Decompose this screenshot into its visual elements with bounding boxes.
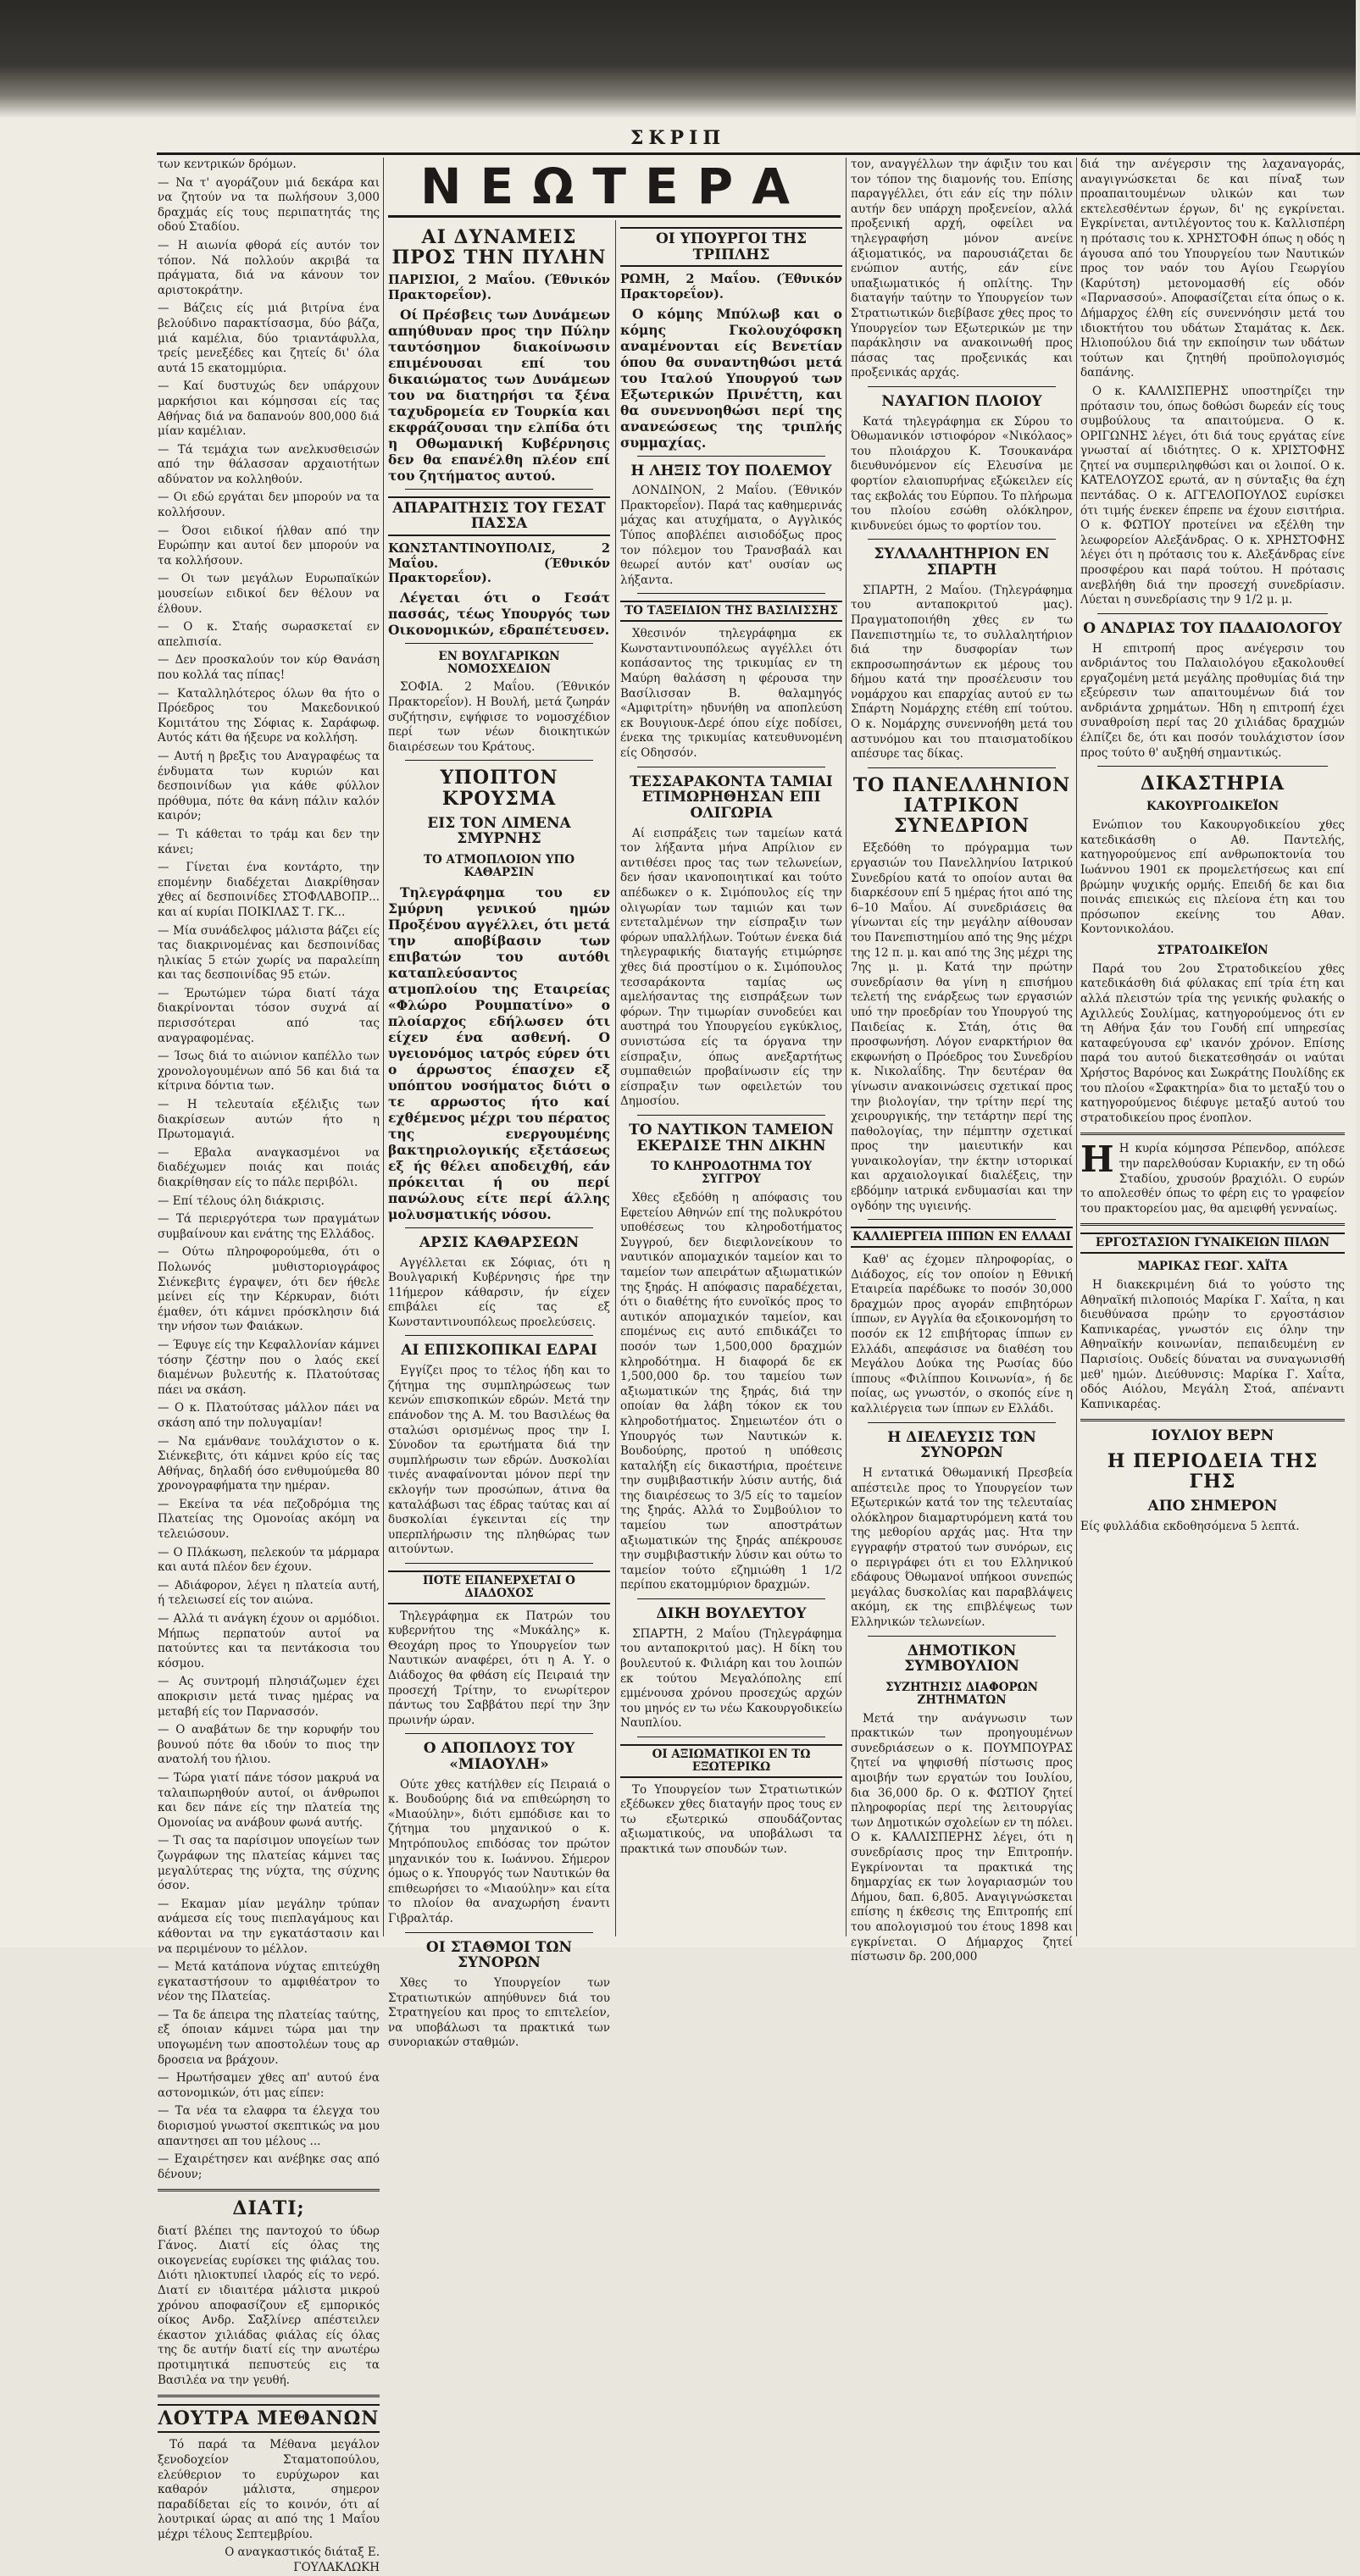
gossip-item: — Αυτή η βρεξις του Αναγραφέως τα ένδυματα των κυριών και δεσποινίδων για κάθε φύλλον πρόθυμα, πότε θα κάνη πάλιν καλόν καιρόν; [158, 749, 380, 823]
article-heading: ΤΟ ΝΑΥΤΙΚΟΝ ΤΑΜΕΙΟΝ ΕΚΕΡΔΙΣΕ ΤΗΝ ΔΙΚΗΝ [629, 1121, 834, 1155]
scan-top-edge [0, 0, 1356, 119]
article-heading: ΟΙ ΣΤΑΘΜΟΙ ΤΩΝ ΣΥΝΟΡΩΝ [425, 1938, 573, 1972]
article-text: Εξεδόθη το πρόγραμμα των εργασιών του Πανελληνίου Ιατρικού Συνεδρίου κατά το οποίον αυται θα διαρκέσουν επί 5 ημέρας ήτοι από της 6–10 Μαΐου. Αί συνεδριάσεις θα γίνωνται είς την μεγάλην αίθουσαν του Πανεπιστημίου από της 9ης μέχρι της 12 π. μ. και από της 3ης μέχρι της 7ης μ. μ. Κατά την πρώτην συνεδρίασιν θα γίνη η επισήμου τελετή της ενάρξεως των εργασιών υπό την προεδρίαν του Υπουργού της Παιδείας κ. Στάη, ότις θα προσφωνήση. Λόγον εναρκτήριον θα εκφωνήση ο Πρόεδρος του Συνεδρίου κ. Νικολαΐδης. Την δευτέραν θα γίνωσιν ανακοινώσεις σχετικαί προς την βιολογίαν, την τρίτην περί της χειρουργικής, την τετάρτην περί της παθολογίας, την πέμπτην σχετικαί προς την μαιευτικήν και γυναικολογίαν, την έκτην ιστορικαί και αρχαιολογικαί διαλέξεις, την εβδόμην ιατρικά ενδυμασίαι και την ογδόην της υγιεινής. [851, 841, 1073, 1213]
article-text: ΣΟΦΙΑ. 2 Μαΐου. (Έθνικόν Πρακτορεΐον). Η Βουλή, μετά ζωηράν συζήτησιν, εψήφισε το νομοσχέδιον περί των νέων διοικητικών διαιρέσεων του Κράτους. [388, 680, 610, 754]
gossip-item: — Επί τέλους όλη διάκρισις. [158, 1194, 325, 1208]
article-text: Κατά τηλεγράφημα εκ Σύρου το Όθωμανικόν ιστιοφόρον «Νικόλαος» του πλοιάρχου Κ. Τσουκανάρα διευθυνόμενον είς Ελευσίνα με φορτίον ελαιοπυρήνας εξώκειλεν είς τας εκβολάς του Εύρπου. Το πλήρωμα του πλοίου εσώθη ολόκληρον, κινδυνεύει όμως το φορτίον του. [851, 414, 1073, 533]
gossip-item: — Ο κ. Πλατούτσας μάλλον πάει να σκάση από την πολυγαμίαν! [158, 1401, 380, 1430]
divider [637, 1115, 825, 1116]
column-2 [388, 220, 610, 2050]
article-heading: ΑΙ ΕΠΙΣΚΟΠΙΚΑΙ ΕΔΡΑΙ [401, 1342, 597, 1360]
gossip-item: — Εκείνα τα νέα πεζοδρόμια της Πλατείας της Ομονοίας ακόμη να τελειώσουν. [158, 1497, 380, 1542]
divider [868, 767, 1056, 768]
gossip-item: — Τώρα γιατί πάνε τόσον μακρυά να ταλαιπωρηθούν αυτοί, οι άνθρωποι και δεν πάνε είς την πλατεία της Ομονοίας να ανάβουν φωνά αυτής. [158, 1770, 380, 1830]
divider [1080, 1223, 1345, 1226]
article-heading: ΑΡΣΙΣ ΚΑΘΑΡΣΕΩΝ [419, 1233, 580, 1251]
article-text: Η εντατικά Όθωμανική Πρεσβεία απέστειλε προς το Υπουργείον των Εξωτερικών κατά τον της τελευταίας ολόκληρον διαμαρτυρόμενη κατά του της μεθορίου αρχάς μας. Ήτα την εγγραφήν στρατού των συνόρων, εις ο περιγράφει ότι ει του Ελληνικού εδάφους Όθωμανοί υπήκοοι συνεπώς μεγάλας δυσκολίας και παραβλάψεις ακόμη, εκ της επιβλέψεως των Ελληνικών τελωνείων. [851, 1466, 1073, 1629]
dateline: ΡΩΜΗ, 2 Μαΐου. (Έθνικόν Πρακτορεΐον). [620, 272, 842, 302]
article-subheading: ΣΥΖΗΤΗΣΙΣ ΔΙΑΦΟΡΩΝ ΖΗΤΗΜΑΤΩΝ [885, 1680, 1038, 1707]
gossip-item: — Μετά κατάπονα νύχτας επιτεύχθη εγκαταστήσουν το αμφιθέατρον το νέον της Πλατείας. [158, 1960, 380, 2004]
article-heading: ΑΙ ΔΥΝΑΜΕΙΣ ΠΡΟΣ ΤΗΝ ΠΥΛΗΝ [391, 226, 607, 269]
divider [158, 2189, 380, 2191]
article-heading: ΣΥΛΛΑΛΗΤΗΡΙΟΝ ΕΝ ΣΠΑΡΤΗ [874, 546, 1050, 579]
gossip-item: — Ας συντρομή πλησιάζωμεν έχει αποκρισιν μετά τινας ημέρας να μεταβή είς τον Παρνασσόν. [158, 1675, 380, 1719]
gossip-item: — Έφυγε είς την Κεφαλλονίαν κάμνει τόσην ζέστην που ο λαός εκεί διαμένων βυλευτής κ. Πλατούτσας πάει να σκάση. [158, 1338, 380, 1397]
article-text: Αί εισπράξεις των ταμείων κατά τον λήξαντα μήνα Απρίλιον εν αντιθέσει προς τας των τελωνείων, δεν ήσαν ικανοποιητικαί και τούτο απέδωκεν ο κ. Σιμόπουλος είς την ολιγωρίαν των ταμιών και των εντεταλμένων την είσπραξιν των φόρων υπαλλήλων. Τούτων ένεκα διά τηλεγραφικής διαταγής ετιμώρησε χθες διά προστίμου ο κ. Σιμόπουλος τεσσαράκοντα ταμίας ως αμελήσαντας της εισπράξεων των φόρων. Την τιμωρίαν συνοδεύει και αυστηρά του Υπουργείου εγκύκλιος, συνιστώσα είς τα όργανα την είσπραξιν, όπως ανεξαρτήτως συμπαθειών προβαίνωσιν είς την είσπραξιν των οφειλετών του Δημοσίου. [620, 826, 842, 1109]
article-heading: ΚΑΛΛΙΕΡΓΕΙΑ ΙΠΠΩΝ ΕΝ ΕΛΛΑΔΙ [851, 1227, 1073, 1248]
article-subheading: ΕΙΣ ΤΟΝ ΛΙΜΕΝΑ ΣΜΥΡΝΗΣ [427, 814, 571, 848]
article-heading: Η ΛΗΞΙΣ ΤΟΥ ΠΟΛΕΜΟΥ [630, 462, 832, 479]
article-heading: ΝΑΥΑΓΙΟΝ ΠΛΟΙΟΥ [881, 392, 1042, 410]
article-heading: ΟΙ ΑΞΙΩΜΑΤΙΚΟΙ ΕΝ ΤΩ ΕΞΩΤΕΡΙΚΩ [620, 1744, 842, 1778]
gossip-item: — Εχαιρέτησεν και ανέβηκε σας από δένουν; [158, 2152, 380, 2181]
gossip-item: — Τα δε άπειρα της πλατείας ταύτης, εξ όποιαν κάμνει τώρα μαι την υπογωμένη των αποστολέων τους αρ δροσεια να βράχουν. [158, 2008, 380, 2067]
divider [637, 456, 825, 457]
article-heading: ΔΙΚΗ ΒΟΥΛΕΥΤΟΥ [656, 1605, 807, 1623]
article-heading: Ο ΑΝΔΡΙΑΣ ΤΟΥ ΠΑΔΑΙΟΛΟΓΟΥ [1083, 619, 1342, 637]
gossip-item: — Ο αναβάτων δε την κορυφήν του βουνού πότε θα ιδούν το πιος την ανατολή του ήλιου. [158, 1723, 380, 1767]
article-text: ΛΟΝΔΙΝΟΝ, 2 Μαΐου. (Έθνικόν Πρακτορεΐον). Παρά τας καθημερινάς μάχας και ατυχήματα, ο Αγγλικός Τύπος αποβλέπει αισιοδόξως προς τον πόλεμον του Τρανσβαάλ και θεωρεί αυτόν κατ' ουσίαν ως λήξαντα. [620, 484, 842, 587]
running-head: ΣΚΡΙΠ [630, 127, 726, 149]
gossip-item: — Εβαλα αναγκασμένοι να διαδέχωμεν ποιάς και ποιάς διακρίθησαν είς το πάλε περιβόλι. [158, 1145, 380, 1189]
article-heading: ΤΟ ΤΑΞΕΙΔΙΟΝ ΤΗΣ ΒΑΣΙΛΙΣΣΗΣ [620, 601, 842, 622]
column-4 [851, 158, 1073, 1964]
article-text: Ο κ. ΚΑΛΛΙΣΠΕΡΗΣ υποστηρίζει την πρότασιν του, όπως δοθώσι δωρεάν είς τους συμβούλους τα απαιτούμενα. Ο κ. ΟΡΙΓΩΝΗΣ λέγει, ότι διά τους εργάτας είνε γνωσταί αί ιδιότητες. Ο κ. ΧΡΙΣΤΟΦΗΣ ζητεί να συμπεριληφθώσι και οι λοιποί. Ο κ. ΚΑΤΕΛΟΥΖΟΣ ερωτά, αν η σύνταξις θα έχη πεντάδας. Ο κ. ΑΓΓΕΛΟΠΟΥΛΟΣ ευρίσκει ότι τιμής ένεκεν έπρεπε να έχουν εισιτήρια. Ο κ. ΦΩΤΙΟΥ προτείνει να εξέλθη την λεωφορείον Αλεξάνδρας. Ο κ. ΧΡΗΣΤΟΦΗΣ λέγει ότι η πρότασις του κ. Αλεξάνδρας είνε προσφέρου και παρά τούτου. Η πρότασις ανεβλήθη διά την προσεχή συνεδρίασιν. Λύεται η συνεδρίασις την 9 1/2 μ. μ. [1080, 384, 1345, 607]
notice-body: Η κυρία κόμησσα Ρέπενδορ, απόλεσε την παρελθούσαν Κυριακήν, εν τη οδώ Σταδίου, χρυσούν βραχιόλι. Ο ευρών το απολεσθέν όπως το φέρη εις το γραφείον του πρακτορείου μας, θα αμειφθή γενναίως. [1080, 1142, 1345, 1216]
article-subheading: ΣΤΡΑΤΟΔΙΚΕΪ́ΟΝ [1157, 944, 1268, 958]
column-rule [846, 158, 847, 1936]
divider [405, 1227, 593, 1228]
article-text: Καθ' ας έχομεν πληροφορίας, ο Διάδοχος, είς τον οποίον η Εθνική Εταιρεία παρέδωκε το ποσόν 30,000 δραχμών προς αγοράν επιβητόρων ίππων, εν Αγγλία θα εξοικονομήση το ποσόν εκ 12 επιβήτορας ίππων εν Ελλάδι, απεφάσισε να διαθέση του Μεγάλου Δούκα της Ρωσίας δύο ίππους «Φιλίππου Κοινωνία», ή δε ποίας, ως γνωστόν, ο σκοπός είνε η καλλιέργεια των ίππων εν Ελλάδι. [851, 1253, 1073, 1416]
gossip-item: — Ούτω πληροφορούμεθα, ότι ο Πολωνός μυθιστοριογράφος Σιένκεβιτς έγραψεν, ότι δεν ήθελε μείνει είς την Κέρκυραν, διότι έμαθεν, ότι κάμνει πρόσκλησιν διά την νήσον των Φαιάκων. [158, 1245, 380, 1334]
article-heading: ΤΟ ΠΑΝΕΛΛΗΝΙΟΝ ΙΑΤΡΙΚΟΝ ΣΥΝΕΔΡΙΟΝ [852, 773, 1071, 838]
divider [405, 489, 593, 490]
article-text: Το Υπουργείον των Στρατιωτικών εξέδωκεν χθες διαταγήν προς τους εν τω εξωτερικώ σπουδάζοντας αξιωματικούς, να υποβάλωσι τα πρακτικά των σπουδών των. [620, 1782, 842, 1856]
article-text: ΣΠΑΡΤΗ, 2 Μαΐου. (Τηλεγράφημα του ανταποκριτού μας). Πραγματοποιήθη χθες εν τω Πανεπιστημίω τε, το συλλαλητήριον διά την δυσφορίαν των εκπροσωπησάντων εκ μέρους του δήμου κατά την προσέλευσιν του νομάρχου και επαρχίας αυτού εν τω Σπάρτη Νομάρχης ετέθη επί τούτου. Ο κ. Νομάρχης συνεννοήθη μετά του αστυνόμου και του πταισματοδίκου απέσυρε τας δίκας. [851, 583, 1073, 762]
divider [868, 1636, 1056, 1637]
article-heading: Η ΔΙΕΛΕΥΣΙΣ ΤΩΝ ΣΥΝΟΡΩΝ [887, 1428, 1036, 1462]
divider [1080, 1133, 1345, 1135]
article-heading: ΔΙΚΑΣΤΗΡΙΑ [1140, 773, 1285, 795]
divider [868, 1219, 1056, 1220]
divider [1097, 766, 1328, 767]
gossip-item: — Να τ' αγοράζουν μιά δεκάρα και να ζητούν να τα πωλήσουν 3,000 δραχμάς είς τους περιπατητάς της οδού Σταδίου. [158, 175, 380, 235]
article-heading: ΤΕΣΣΑΡΑΚΟΝΤΑ ΤΑΜΙΑΙ ΕΤΙΜΩΡΗΘΗΣΑΝ ΕΠΙ ΟΛΙΓΩΡΙΑ [630, 773, 833, 822]
article-text: Χθεσινόν τηλεγράφημα εκ Κωνσταντινουπόλεως αγγέλλει ότι κοπάσαντος της τρικυμίας εν τη Μαύρη θαλάσση η φέρουσα την Βασίλισσαν Β. θαλαμηγός «Αμφιτρίτη» ηδυνήθη να αποπλεύση εκ Βουγιουκ-Δερέ όπου είχε ποδίσει, ένεκα της τρικυμίας κατευθυνομένη είς Οδησσόν. [620, 627, 842, 760]
serial-text: Είς φυλλάδια εκδοθησόμενα 5 λεπτά. [1080, 1520, 1300, 1534]
gossip-item: — Γίνεται ένα κοντάρτο, την επομένην διαδέχεται Διακρίθησαν χθες αί δεσποινίδες ΣΤΟΦΛΑΒΟΠΡ... και αί κυρίαι ΠΟΙΚΙΛΑΣ Τ. ΓΚ... [158, 861, 380, 919]
column-rule [615, 220, 616, 1936]
divider [405, 643, 593, 644]
divider [868, 539, 1056, 540]
ad-heading: ΔΙΑΤΙ; [232, 2197, 305, 2220]
gossip-item: — Να εμάνθανε τουλάχιστον ο κ. Σιένκεβιτς, ότι κάμνει κρύο είς τας Αθήνας, δηλαδή όσο ενθυμούμεθα 80 χρονογραφήματα την ημέραν. [158, 1434, 380, 1493]
ad-heading: ΕΡΓΟΣΤΑΣΙΟΝ ΓΥΝΑΙΚΕΙΩΝ ΠΙΛΩΝ [1080, 1233, 1345, 1254]
gossip-item: — Ο Πλάκωση, πελεκούν τα μάρμαρα και αυτά πλέον δεν έχουν. [158, 1545, 380, 1575]
article-heading: ΕΝ ΒΟΥΛΓΑΡΙΚΩΝ ΝΟΜΟΣΧΕΔΙΟΝ [438, 649, 560, 676]
gossip-item: — Τά περιεργότερα των πραγμάτων συμβαίνουν και ενάτης της Ελλάδος. [158, 1212, 380, 1241]
gossip-item: — Τι σας τα παρίσιμον υπογείων των ζωγράφων της πλατείας κάμνει τας μεγαλύτερας της νύχτα, της σύχνης όσον. [158, 1834, 380, 1893]
column-5 [1080, 158, 1345, 1936]
divider [405, 760, 593, 761]
article-text: Χθες το Υπουργείον των Στρατιωτικών απηύθυνεν διά του Στρατηγείου και προς το επιτελείον, να υποβάλωσι τα πρακτικά των συνοριακών σταθμών. [388, 1976, 610, 2050]
dateline: ΠΑΡΙΣΙΟΙ, 2 Μαΐου. (Έθνικόν Πρακτορεΐον). [388, 273, 610, 302]
article-text: τον, αναγγέλλων την άφιξιν του και τον τόπον της διαμονής του. Επίσης παραγγέλλει, ότι εάν είς την πόλιν αυτήν δεν υπάρχη προξενείον, αλλά προξενική αρχή, οφείλει να τηλεγραφήση μόνον ανείνε άξιοματικός, να παρουσιάζεται δε ενώπιον αυτής, εάν είνε υπαξιωματικός ή οπλίτης. Την διαταγήν ταύτην το Υπουργείον των Στρατιωτικών διεβίβασε χθες προς το Υπουργείον των Εξωτερικών με την παράκλησιν να ανακοινωθή προς πάσας τας προξενικάς και προξενικάς αρχάς. [851, 158, 1073, 380]
ad-subheading: ΜΑΡΙΚΑΣ ΓΕΩΓ. ΧΑΪΤΑ [1137, 1260, 1288, 1274]
article-text: διά την ανέγερσιν της λαχαναγοράς, αναγιγνώσκεται δε και πίναξ των προαπαιτουμένων υλικών και των εκτελεσθέντων έργων, δι' ης εγκρίνεται. Εγκρίνεται, αντιλέγοντος του κ. Καλλισπέρη η πρότασις του κ. ΧΡΗΣΤΟΦΗ όπως η οδός η άγουσα από του Υπουργείου των Ναυτικών προς τον ναόν του Αγίου Γεωργίου (Καρύτση) μετονομασθή είς οδόν «Παρνασσού». Αποφασίζεται είτα όπως ο κ. Δήμαρχος έλθη είς συνεννόησιν μετά του ιδιοκτήτου του υδάτων Σταμάτας κ. Δεκ. Ηλιοπούλου διά την εκποίησιν των υδάτων τούτων και ζητηθή προϋπολογισμός δαπάνης. [1080, 158, 1345, 380]
article-heading: ΟΙ ΥΠΟΥΡΓΟΙ ΤΗΣ ΤΡΙΠΛΗΣ [620, 227, 842, 267]
divider [637, 593, 825, 594]
gossip-item: — Έρωτώμεν τώρα διατί τάχα διακρίνονται τόσον συχνά αί περισσότεραι από τας αναγραφομένας. [158, 986, 380, 1045]
gossip-item: — Δεν προσκαλούν τον κύρ Θανάση που κολλά τας πίπας! [158, 653, 380, 682]
dateline: ΚΩΝΣΤΑΝΤΙΝΟΥΠΟΛΙΣ, 2 Μαΐου. (Έθνικόν Πρακτορεΐον). [388, 540, 610, 586]
top-rule [157, 152, 1360, 155]
serial-start: ΑΠΟ ΣΗΜΕΡΟΝ [1147, 1498, 1278, 1515]
article-subheading: ΤΟ ΚΛΗΡΟΔΟΤΗΜΑ ΤΟΥ ΣΥΓΓΡΟΥ [651, 1160, 812, 1187]
lower-heading: ΛΟΥΤΡΑ ΜΕΘΑΝΩΝ [158, 2404, 380, 2433]
gossip-item: — Ίσως διά το αιώνιον καπέλλο των χρονολογουμένων από 56 και διά τα κίτρινα δόντια των. [158, 1050, 380, 1094]
divider [405, 1932, 593, 1933]
divider [405, 1563, 593, 1564]
article-text: Η επιτροπή προς ανέγερσιν του ανδριάντος του Παλαιολόγου εξακολουθεί εργαζομένη μετά μεγάλης προθυμίας διά την εξεύρεσιν των απαιτουμένων διά τον ανδριάντα χρημάτων. Ήδη η επιτροπή έχει συναθροίση περί τας 20 χιλιάδας δραχμών έλπίζει δε, ότι και ποσόν τουλάχιστον ίσον προς τούτο θ' αυξηθή σημαντικώς. [1080, 641, 1345, 760]
article-text: Τηλεγράφημα του εν Σμύρνη γενικού ημών Προξένου αγγέλλει, ότι μετά την αποβίβασιν των επιβατών του αυτόθι καταπλεύσαντος ατμοπλοίου της Εταιρείας «Φλώρο Ρουμπατίνο» ο πλοίαρχος εδήλωσεν ότι είχεν ένα ασθενή. Ο υγειονόμος ιατρός εύρεν ότι ο άρρωστος έπασχεν εξ υπόπτου νοσήματος διότι ο τε αρρωστος ήτο καί εχθέμενος μέχρι του πέρατος της ενεργουμένης βακτηριολογικής εξετάσεως εξ ής θέλει αποδειχθή, εάν πρόκειται ή ου περί πανώλους είτε περί άλλης μολυσματικής νόσου. [388, 884, 610, 1222]
column-rule [383, 158, 384, 1936]
divider [868, 386, 1056, 387]
column-3 [620, 220, 842, 1936]
gossip-item: — Η τελευταία εξέλιξις των διακρίσεων αυτών ήτο η Πρωτομαγιά. [158, 1098, 380, 1142]
article-text: Μετά την ανάγνωσιν των πρακτικών των προηγουμένων συνεδριάσεων ο κ. ΠΟΥΜΠΟΥΡΑΣ ζητεί να ψηφισθή πίστωσις προς αμοιβήν των εργατών του Ιουλίου, δια 36,000 δρ. Ο κ. ΦΩΤΙΟΥ ζητεί πληροφορίας περί της λειτουργίας των Δημοτικών σχολείων εν τη πόλει. Ο κ. ΚΑΛΛΙΣΠΕΡΗΣ λέγει, ότι η συνεδρίασις προς την Επιτροπήν. Εγκρίνονται τα πρακτικά της δημαρχίας εκ των λογαριασμών του Δήμου, δαπ. 6,805. Αναγιγνώσκεται επίσης η έκθεσις της Επιτροπής επί του απολογισμού του έτους 1898 και εγκρίνεται. Ο Δήμαρχος ζητεί πίστωσιν δρ. 200,000 [851, 1711, 1073, 1964]
article-heading: ΑΠΑΡΑΙΤΗΣΙΣ ΤΟΥ ΓΕΣΑΤ ΠΑΣΣΑ [388, 496, 610, 536]
divider [637, 1598, 825, 1599]
divider [868, 1422, 1056, 1423]
article-subheading: ΚΑΚΟΥΡΓΟΔΙΚΕΪ́ΟΝ [1146, 800, 1280, 814]
gossip-item: — Η αιωνία φθορά είς αυτόν τον τόπον. Νά πολλούν ακριβά τα πράγματα, διά να κάνουν τον αριστοκράτην. [158, 238, 380, 297]
gossip-item: — Αδιάφορον, λέγει η πλατεία αυτή, ή τελειωσεί είς τον αιώνα. [158, 1578, 380, 1608]
divider [158, 2395, 380, 2397]
article-text: Αγγέλλεται εκ Σόφιας, ότι η Βουλγαρική Κυβέρνησις ήρε την 11ήμερον κάθαρσιν, ήν είχεν επιβάλει είς τας εξ Κωνσταντινουπόλεως προελεύσεις. [388, 1255, 610, 1329]
gossip-item: των κεντρικών δρόμων. [158, 158, 297, 171]
article-text: ΣΠΑΡΤΗ, 2 Μαΐου (Τηλεγράφημα του ανταποκριτού μας). Η δίκη του βουλευτού κ. Φιλιάρη και του λοιπών εκ τούτου Μεγαλόπολης επί εμμένουσα χρόνου προσεχώς αρχών του μηνός εν τω νέω Κακουργοδικείω Ναυπλίου. [620, 1626, 842, 1731]
lower-text: Τό παρά τα Μέθανα μεγάλον ξενοδοχείον Σταματοπούλου, ελεύθεριον το ευρύχωρον και καθαρόν μάλιστα, σημερον παραδίδεται είς το κοινόν, ότι αί λουτρικαί ώρας αι από της 1 Μαΐου μέχρι τέλους Σεπτεμβρίου. [158, 2438, 380, 2541]
serial-title: Η ΠΕΡΙΟΔΕΙΑ ΤΗΣ ΓΗΣ [1107, 1450, 1318, 1493]
article-heading: ΔΗΜΟΤΙΚΟΝ ΣΥΜΒΟΥΛΙΟΝ [904, 1642, 1019, 1676]
article-text: Χθες εξεδόθη η απόφασις του Εφετείου Αθηνών επί της πολυκρότου υποθέσεως του κληροδοτήματος Συγγρού, δεν διεφιλονείκουν το ναυτικόν απομαχικόν ταμείον και το ταμείον των απειράτων αξιωματικών της ξηράς. Η απόφασις παραδέχεται, ότι ο διαθέτης ήτο ευνοϊκός προς το αυτικόν απομαχικόν ταμείον, και επομένως εις αυτό επιδικάζει το ποσόν των 1,500,000 δραχμών κληροδότημα. Η διαφορά δε εκ 1,500,000 δρ. του ταμείου των αξιωματικών της ξηράς, διά την οποίαν θα λάβη τόκον εκ του κληροδοτήματος. Σημειωτέον ότι ο Υπουργός των Ναυτικών κ. Βουδούρης, προτού η υπόθεσις καταλήξη είς δικαστήρια, προέτεινε την συμβιβαστικήν λύσιν αυτής, διά της διαιρέσεως το 3/5 είς το ταμείον της ξηράς. Αλλά το Συμβούλιον το ταμείου των αποστράτων αξιωματικών της ξηράς απέκρουσε την συμβιβαστικήν λύσιν και ούτω το ταμείον τούτο εζημιώθη 1 1/2 περίπου εκατομμύριον δραχμών. [620, 1191, 842, 1593]
article-subheading: ΤΟ ΑΤΜΟΠΛΟΙΟΝ ΥΠΟ ΚΑΘΑΡΣΙΝ [424, 853, 575, 879]
gossip-item: — Ηρωτήσαμεν χθες απ' αυτού ένα αστονομικών, ότι μας είπεν: [158, 2071, 380, 2100]
article-heading: ΥΠΟΠΤΟΝ ΚΡΟΥΣΜΑ [440, 767, 558, 810]
gossip-item: — Εκαμαν μίαν μεγάλην τρύπαν ανάμεσα είς τους πιεπλαγάμους και κάθονται να την εγκατάστασιν και να περιμένουν το μέλλον. [158, 1897, 380, 1956]
article-text: Ο κόμης Μπύλωβ και ο κόμης Γκολουχόφσκη αναμένονται είς Βενετίαν όπου θα συναντηθώσι μετά του Ιταλού Υπουργού των Εξωτερικών Πρινέττη, και θα συνεννοηθώσι περί της ανανεώσεως της τριπλής συμμαχίας. [620, 305, 842, 451]
gossip-item: — Τι κάθεται το τράμ και δεν την κάνει; [158, 827, 380, 856]
gossip-item: — Τα νέα τα ελαφρα τα έλεγχα του διορισμού γνωστοί σκεπτικώς να μου απαντησει απ του μέλους ... [158, 2104, 380, 2148]
article-heading: Ο ΑΠΟΠΛΟΥΣ ΤΟΥ «ΜΙΑΟΥΛΗ» [423, 1740, 575, 1773]
gossip-item: — Μία συνάδελφος μάλιστα βάζει είς τας διακρινομένας και δεσποινίδας ηλικίας 5 ετών χωρίς να παραλείπη και τας δεσποινίδας 95 ετών. [158, 923, 380, 983]
gossip-item: — Ο κ. Σταής σωρασκεταί εν απελπισία. [158, 620, 380, 649]
gossip-item: — Αλλά τι ανάγκη έχουν οι αρμόδιοι. Μήπως περπατούν αυτοί να πατούντες και τα πεντάκοσια του κόσμου. [158, 1612, 380, 1670]
article-heading: ΠΟΤΕ ΕΠΑΝΕΡΧΕΤΑΙ Ο ΔΙΑΔΟΧΟΣ [388, 1571, 610, 1604]
gossip-item: — Οι εδώ εργάται δεν μπορούν να τα κολλήσουν. [158, 490, 380, 520]
article-text: Οί Πρέσβεις των Δυνάμεων απηύθυναν προς την Πύλην ταυτόσημον διακοίνωσιν επιμένουσαι επί του δικαιώματος των Δυνάμεων του να διατηρήσι τα ξένα ταχυδρομεία εν Τουρκία και εκφράζουσαι την ελπίδα ότι η Οθωμανική Κυβέρνησις δεν θα επανέλθη πλέον επί του ζητήματος αυτού. [388, 306, 610, 484]
gossip-item: — Οι των μεγάλων Ευρωπαϊκών μουσείων ειδικοί δεν θέλουν να έλθουν. [158, 572, 380, 616]
gossip-item: — Όσοι ειδικοί ήλθαν από την Ευρώπην και αυτοί δεν μπορούν να τα κολλήσουν. [158, 524, 380, 568]
article-text: Παρά του 2ου Στρατοδικείου χθες κατεδικάσθη διά φύλακας επί τρία έτη και αλλά πλειστών τρία της γενικής φυλακής ο Αχιλλεύς Σουλίμας, κατηγορούμενος ότι εν τη Αθήνα ξάν του Γουδή επί υπηρεσίας καταφεύγουσα εφ' ικανόν χρόνον. Επίσης παρά του αυτού διεκατεσθησάν οι ναύται Χρήστος Βαρόνος και Σωκράτης Πουλίδης εκ του πλοίου «Σφακτηρία» δια το μεταξύ του ο κατηγορούμενος διέφυγε μεταξύ αυτού του στρατοδικείου προς ένοπλον. [1080, 961, 1345, 1125]
article-text: Ούτε χθες κατήλθεν είς Πειραιά ο κ. Βουδούρης διά να επιθεώρηση το «Μιαούλην», διότι εμπόδισε και το ζήτημα του μηχανικού ο κ. Μητρόπουλος επιδόσας τον πρώτον μηχανικόν του κ. Ιωάννου. Σήμερον όμως ο κ. Υπουργός των Ναυτικών θα επιθεωρήσει το «Μιαούλην» και είτα το πλοίον θα αναχωρήση έναντι Γιβραλτάρ. [388, 1777, 610, 1926]
notice-text [1080, 1138, 1345, 1216]
divider [1097, 613, 1328, 614]
divider [405, 1733, 593, 1734]
divider [1080, 1419, 1345, 1421]
column-rule [1076, 158, 1077, 1936]
ad-text: διατί βλέπει της παντοχού το ύδωρ Γάνος. Διατί είς όλας της οικογενείας ευρίσκει της φιάλας του. Διότι ηλιοκτυπεί ιλαρός είς το νερό. Διατί εν ιδιαιτέρα μάλιστα μικρού χρόνου αποφασίζουν εξ εμπορικός οίκος Ανδρ. Σαξλίνερ απέστειλεν έκαστον χιλιάδας φιάλας είς όλας της δε αυτήν διατί είς την ανωτέρω προτιμητικά πεπυστεύς εις τα Βασιλέα να την γευθή. [158, 2224, 380, 2387]
gossip-item: — Βάζεις είς μιά βιτρίνα ένα βελούδινο παρακτίσασμα, δύο βάζα, μιά καμέλια, δύο τριαντάφυλλα, τρείς μενεξέδες και ζητείς δι' όλα αυτά 15 εκατομμύρια. [158, 302, 380, 375]
masthead: ΝΕΩΤΕΡΑ [388, 158, 841, 218]
article-text: Λέγεται ότι ο Γεσάτ πασσάς, τέως Υπουργός των Οικονομικών, εδραπέτευσεν. [388, 589, 610, 638]
gossip-item: — Καί δυστυχώς δεν υπάρχουν μαρκήσιοι και κόμησσαι είς τας Αθήνας διά να δαπανούν 800,000 διά μίαν καμέλιαν. [158, 379, 380, 439]
column-1 [158, 158, 380, 2575]
ad-text: Η διακεκριμένη διά το γούστο της Αθηναϊκή πιλοποιός Μαρίκα Γ. Χαΐτα, η και διευθύνασα πρώην το εργοστάσιον Καπνικαρέας, γνωστόν εις όλην την Αθηναϊκήν κοινωνίαν, πεπαιδευμένη εν Παρισίοις. Ουδείς δύναται να συναγωνισθή μεθ' ημών. Διεύθυνσις: Μαρίκα Γ. Χαΐτα, οδός Αιόλου, Μεγάλη Στοά, απέναντι Καπνικαρέας. [1080, 1278, 1345, 1411]
drop-cap: Η [1080, 1138, 1114, 1181]
article-text: Εγγίζει προς το τέλος ήδη και το ζήτημα της συμπληρώσεως των κενών επισκοπικών εδρών. Μετά την επάνοδον της Α. Μ. του Βασιλέως θα σταλώσι ορισμένως προς την Ι. Σύνοδον τα ερωτήματα διά την συμπλήρωσιν των εδρών. Δυσκολίαι τινές αναφαίνονται μόνον περί την εκλογήν των προσώπων, άτινα θα καταλάβωσι τας έδρας ταύτας και αί δυσκολίαι έγκεινται είς την υπερπλήρωσιν της πληθώρας των αιτούντων. [388, 1364, 610, 1557]
gossip-item: — Καταλληλότερος όλων θα ήτο ο Πρόεδρος του Μακεδονικού Κομιτάτου της Σόφιας κ. Σαράφωφ. Αυτός κάτι θα ήξευρε να κολλήση. [158, 686, 380, 745]
article-text: Ενώπιον του Κακουργοδικείου χθες κατεδικάσθη ο Αθ. Παντελής, κατηγορούμενος επί ανθρωποκτονία του Ιωάννου 1901 εκ προμελετήσεως και επί βρώμην ψυχικής ορμής. Επειδή δε και δια ποινάς επιεικώς εις πλείονα έτη και του πρόσωπον εκείνης του Αθαν. Κοντονικολάου. [1080, 818, 1345, 937]
serial-author: ΙΟΥΛΙΟΥ ΒΕΡΝ [1151, 1427, 1274, 1445]
lower-signature: Ο αναγκαστικός διάταξ Ε. ΓΟΥΛΑΚΛΩΚΗ [225, 2546, 380, 2575]
gossip-item: — Τά τεμάχια των ανελκυσθεισών από την θάλασσαν αρχαιοτήτων αδύνατον να κολληθούν. [158, 442, 380, 486]
article-text: Τηλεγράφημα εκ Πατρών του κυβερνήτου της «Μυκάλης» κ. Θεοχάρη προς το Υπουργείον των Ναυτικών αναφέρει, ότι η Α. Υ. ο Διάδοχος θα φθάση είς Πειραιά την προσεχή Τρίτην, το ενωρίτερον πάντως του Σαββάτου περί την 3ην πρωινήν ώραν. [388, 1609, 610, 1727]
gossip-column [158, 158, 380, 2182]
divider [405, 1335, 593, 1336]
